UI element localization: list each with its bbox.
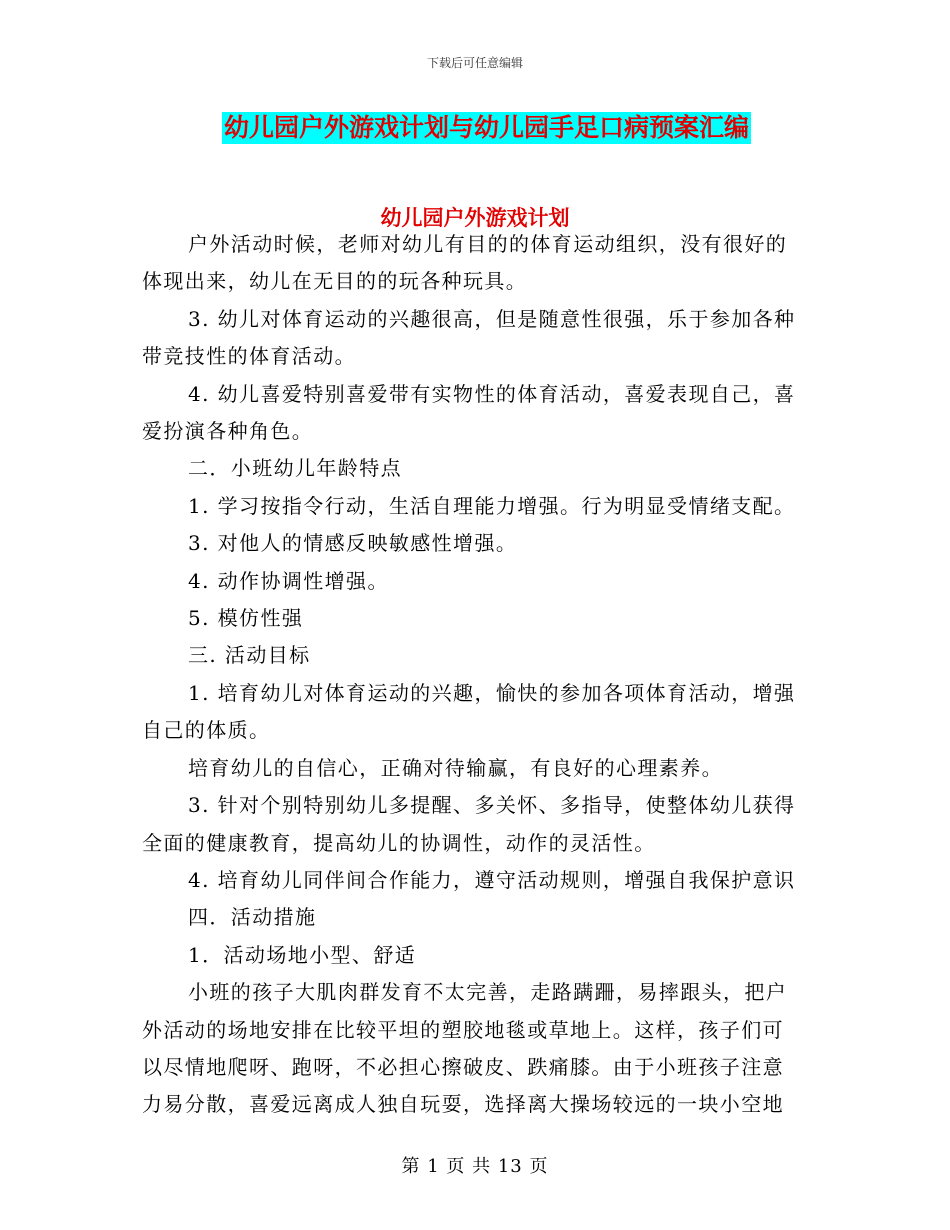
paragraph-line: 户外活动时候，老师对幼儿有目的的体育运动组织，没有很好的 [188,232,788,256]
paragraph-line: 二．小班幼儿年龄特点 [188,456,402,481]
paragraph-line: 3. 幼儿对体育运动的兴趣很高，但是随意性很强，乐于参加各种 [188,306,796,331]
paragraph-line: 爱扮演各种角色。 [142,419,314,444]
page-footer: 第 1 页 共 13 页 [401,1156,549,1177]
section-title: 幼儿园户外游戏计划 [380,205,570,230]
paragraph-line: 3. 针对个别特别幼儿多提醒、多关怀、多指导，使整体幼儿获得 [188,793,796,818]
paragraph-line: 1．活动场地小型、舒适 [188,942,417,967]
paragraph-line: 小班的孩子大肌肉群发育不太完善，走路蹒跚，易摔跟头，把户 [188,980,788,1005]
paragraph-line: 1. 培育幼儿对体育运动的兴趣，愉快的参加各项体育活动，增强 [188,680,796,705]
header-note: 下载后可任意编辑 [426,56,523,70]
paragraph-line: 4. 幼儿喜爱特别喜爱带有实物性的体育活动，喜爱表现自己，喜 [188,381,796,406]
paragraph-line: 1. 学习按指令行动，生活自理能力增强。行为明显受情绪支配。 [188,493,796,518]
paragraph-line: 带竞技性的体育活动。 [142,344,356,369]
paragraph-line: 3. 对他人的情感反映敏感性增强。 [188,531,518,556]
paragraph-line: 四．活动措施 [188,905,317,930]
paragraph-line: 三. 活动目标 [188,643,311,668]
paragraph-line: 以尽情地爬呀、跑呀，不必担心擦破皮、跌痛膝。由于小班孩子注意 [142,1054,784,1079]
paragraph-line: 培育幼儿的自信心，正确对待输赢，有良好的心理素养。 [188,755,723,780]
body-text [142,226,808,1124]
paragraph-line: 外活动的场地安排在比较平坦的塑胶地毯或草地上。这样，孩子们可 [142,1017,784,1042]
paragraph-line: 全面的健康教育，提高幼儿的协调性，动作的灵活性。 [142,830,656,855]
paragraph-line: 体现出来，幼儿在无目的的玩各种玩具。 [142,269,528,294]
paragraph-line: 自己的体质。 [142,718,271,743]
paragraph-line: 5. 模仿性强 [188,606,304,631]
paragraph-line: 力易分散，喜爱远离成人独自玩耍，选择离大操场较远的一块小空地 [142,1092,784,1117]
document-title: 幼儿园户外游戏计划与幼儿园手足口病预案汇编 [224,113,750,142]
paragraph-line: 4. 培育幼儿同伴间合作能力，遵守活动规则，增强自我保护意识 [188,867,796,892]
paragraph-line: 4. 动作协调性增强。 [188,568,389,593]
